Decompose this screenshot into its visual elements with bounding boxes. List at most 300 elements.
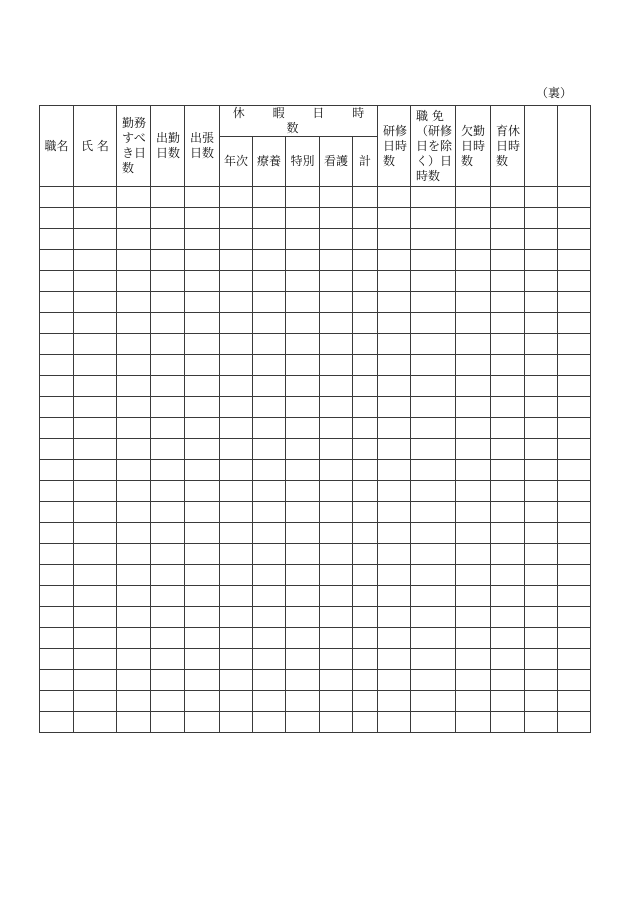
entry-cell[interactable] <box>220 229 253 250</box>
entry-cell[interactable] <box>558 460 591 481</box>
entry-cell[interactable] <box>185 187 220 208</box>
entry-cell[interactable] <box>286 313 320 334</box>
entry-cell[interactable] <box>525 691 558 712</box>
entry-cell[interactable] <box>411 397 456 418</box>
entry-cell[interactable] <box>320 439 353 460</box>
entry-cell[interactable] <box>117 271 151 292</box>
entry-cell[interactable] <box>74 502 117 523</box>
entry-cell[interactable] <box>117 187 151 208</box>
entry-cell[interactable] <box>378 523 411 544</box>
entry-cell[interactable] <box>525 607 558 628</box>
entry-cell[interactable] <box>253 271 286 292</box>
entry-cell[interactable] <box>411 250 456 271</box>
entry-cell[interactable] <box>491 292 525 313</box>
entry-cell[interactable] <box>558 271 591 292</box>
entry-cell[interactable] <box>253 565 286 586</box>
entry-cell[interactable] <box>491 502 525 523</box>
entry-cell[interactable] <box>40 439 74 460</box>
entry-cell[interactable] <box>185 670 220 691</box>
entry-cell[interactable] <box>220 502 253 523</box>
entry-cell[interactable] <box>151 334 185 355</box>
entry-cell[interactable] <box>491 523 525 544</box>
entry-cell[interactable] <box>220 565 253 586</box>
entry-cell[interactable] <box>151 208 185 229</box>
entry-cell[interactable] <box>286 229 320 250</box>
entry-cell[interactable] <box>40 355 74 376</box>
entry-cell[interactable] <box>185 628 220 649</box>
entry-cell[interactable] <box>411 229 456 250</box>
entry-cell[interactable] <box>253 460 286 481</box>
entry-cell[interactable] <box>220 670 253 691</box>
entry-cell[interactable] <box>220 691 253 712</box>
entry-cell[interactable] <box>286 460 320 481</box>
entry-cell[interactable] <box>411 565 456 586</box>
entry-cell[interactable] <box>286 502 320 523</box>
entry-cell[interactable] <box>185 271 220 292</box>
entry-cell[interactable] <box>185 439 220 460</box>
entry-cell[interactable] <box>40 712 74 733</box>
entry-cell[interactable] <box>378 229 411 250</box>
entry-cell[interactable] <box>456 187 491 208</box>
entry-cell[interactable] <box>378 418 411 439</box>
entry-cell[interactable] <box>525 292 558 313</box>
entry-cell[interactable] <box>286 376 320 397</box>
entry-cell[interactable] <box>558 355 591 376</box>
entry-cell[interactable] <box>320 565 353 586</box>
entry-cell[interactable] <box>74 670 117 691</box>
entry-cell[interactable] <box>525 439 558 460</box>
entry-cell[interactable] <box>525 271 558 292</box>
entry-cell[interactable] <box>117 607 151 628</box>
entry-cell[interactable] <box>525 418 558 439</box>
entry-cell[interactable] <box>185 649 220 670</box>
entry-cell[interactable] <box>151 712 185 733</box>
entry-cell[interactable] <box>253 418 286 439</box>
entry-cell[interactable] <box>353 271 378 292</box>
entry-cell[interactable] <box>558 670 591 691</box>
entry-cell[interactable] <box>558 334 591 355</box>
entry-cell[interactable] <box>151 376 185 397</box>
entry-cell[interactable] <box>353 334 378 355</box>
entry-cell[interactable] <box>456 502 491 523</box>
entry-cell[interactable] <box>525 523 558 544</box>
entry-cell[interactable] <box>185 586 220 607</box>
entry-cell[interactable] <box>353 439 378 460</box>
entry-cell[interactable] <box>491 187 525 208</box>
entry-cell[interactable] <box>151 649 185 670</box>
entry-cell[interactable] <box>320 187 353 208</box>
entry-cell[interactable] <box>491 208 525 229</box>
entry-cell[interactable] <box>40 313 74 334</box>
entry-cell[interactable] <box>558 565 591 586</box>
entry-cell[interactable] <box>320 313 353 334</box>
entry-cell[interactable] <box>525 565 558 586</box>
entry-cell[interactable] <box>411 334 456 355</box>
entry-cell[interactable] <box>117 586 151 607</box>
entry-cell[interactable] <box>253 376 286 397</box>
entry-cell[interactable] <box>253 544 286 565</box>
entry-cell[interactable] <box>525 397 558 418</box>
entry-cell[interactable] <box>353 523 378 544</box>
entry-cell[interactable] <box>320 355 353 376</box>
entry-cell[interactable] <box>525 355 558 376</box>
entry-cell[interactable] <box>74 460 117 481</box>
entry-cell[interactable] <box>491 376 525 397</box>
entry-cell[interactable] <box>117 313 151 334</box>
entry-cell[interactable] <box>558 439 591 460</box>
entry-cell[interactable] <box>286 712 320 733</box>
entry-cell[interactable] <box>558 691 591 712</box>
entry-cell[interactable] <box>456 481 491 502</box>
entry-cell[interactable] <box>411 313 456 334</box>
entry-cell[interactable] <box>378 628 411 649</box>
entry-cell[interactable] <box>286 271 320 292</box>
entry-cell[interactable] <box>220 607 253 628</box>
entry-cell[interactable] <box>286 523 320 544</box>
entry-cell[interactable] <box>117 691 151 712</box>
entry-cell[interactable] <box>117 439 151 460</box>
entry-cell[interactable] <box>253 292 286 313</box>
entry-cell[interactable] <box>40 607 74 628</box>
entry-cell[interactable] <box>253 691 286 712</box>
entry-cell[interactable] <box>558 376 591 397</box>
entry-cell[interactable] <box>185 691 220 712</box>
entry-cell[interactable] <box>525 586 558 607</box>
entry-cell[interactable] <box>353 481 378 502</box>
entry-cell[interactable] <box>286 334 320 355</box>
entry-cell[interactable] <box>117 481 151 502</box>
entry-cell[interactable] <box>253 670 286 691</box>
entry-cell[interactable] <box>220 481 253 502</box>
entry-cell[interactable] <box>558 607 591 628</box>
entry-cell[interactable] <box>456 355 491 376</box>
entry-cell[interactable] <box>220 628 253 649</box>
entry-cell[interactable] <box>558 229 591 250</box>
entry-cell[interactable] <box>353 187 378 208</box>
entry-cell[interactable] <box>185 250 220 271</box>
entry-cell[interactable] <box>185 712 220 733</box>
entry-cell[interactable] <box>286 208 320 229</box>
entry-cell[interactable] <box>320 502 353 523</box>
entry-cell[interactable] <box>40 376 74 397</box>
entry-cell[interactable] <box>353 691 378 712</box>
entry-cell[interactable] <box>320 418 353 439</box>
entry-cell[interactable] <box>185 292 220 313</box>
entry-cell[interactable] <box>151 187 185 208</box>
entry-cell[interactable] <box>411 607 456 628</box>
entry-cell[interactable] <box>320 523 353 544</box>
entry-cell[interactable] <box>185 208 220 229</box>
entry-cell[interactable] <box>411 712 456 733</box>
entry-cell[interactable] <box>378 691 411 712</box>
entry-cell[interactable] <box>253 355 286 376</box>
entry-cell[interactable] <box>151 313 185 334</box>
entry-cell[interactable] <box>456 313 491 334</box>
entry-cell[interactable] <box>220 376 253 397</box>
entry-cell[interactable] <box>491 565 525 586</box>
entry-cell[interactable] <box>40 481 74 502</box>
entry-cell[interactable] <box>353 670 378 691</box>
entry-cell[interactable] <box>456 271 491 292</box>
entry-cell[interactable] <box>353 229 378 250</box>
entry-cell[interactable] <box>286 439 320 460</box>
entry-cell[interactable] <box>40 397 74 418</box>
entry-cell[interactable] <box>558 187 591 208</box>
entry-cell[interactable] <box>411 523 456 544</box>
entry-cell[interactable] <box>185 397 220 418</box>
entry-cell[interactable] <box>378 271 411 292</box>
entry-cell[interactable] <box>286 481 320 502</box>
entry-cell[interactable] <box>353 397 378 418</box>
entry-cell[interactable] <box>491 628 525 649</box>
entry-cell[interactable] <box>491 397 525 418</box>
entry-cell[interactable] <box>151 502 185 523</box>
entry-cell[interactable] <box>40 586 74 607</box>
entry-cell[interactable] <box>117 208 151 229</box>
entry-cell[interactable] <box>378 544 411 565</box>
entry-cell[interactable] <box>378 397 411 418</box>
entry-cell[interactable] <box>558 313 591 334</box>
entry-cell[interactable] <box>456 607 491 628</box>
entry-cell[interactable] <box>74 229 117 250</box>
entry-cell[interactable] <box>378 187 411 208</box>
entry-cell[interactable] <box>40 229 74 250</box>
entry-cell[interactable] <box>74 250 117 271</box>
entry-cell[interactable] <box>320 250 353 271</box>
entry-cell[interactable] <box>117 502 151 523</box>
entry-cell[interactable] <box>320 376 353 397</box>
entry-cell[interactable] <box>320 229 353 250</box>
entry-cell[interactable] <box>525 544 558 565</box>
entry-cell[interactable] <box>353 418 378 439</box>
entry-cell[interactable] <box>74 397 117 418</box>
entry-cell[interactable] <box>220 334 253 355</box>
entry-cell[interactable] <box>525 229 558 250</box>
entry-cell[interactable] <box>558 292 591 313</box>
entry-cell[interactable] <box>151 229 185 250</box>
entry-cell[interactable] <box>378 250 411 271</box>
entry-cell[interactable] <box>378 355 411 376</box>
entry-cell[interactable] <box>117 628 151 649</box>
entry-cell[interactable] <box>151 292 185 313</box>
entry-cell[interactable] <box>117 292 151 313</box>
entry-cell[interactable] <box>558 523 591 544</box>
entry-cell[interactable] <box>151 544 185 565</box>
entry-cell[interactable] <box>525 250 558 271</box>
entry-cell[interactable] <box>320 334 353 355</box>
entry-cell[interactable] <box>40 628 74 649</box>
entry-cell[interactable] <box>491 544 525 565</box>
entry-cell[interactable] <box>74 418 117 439</box>
entry-cell[interactable] <box>253 334 286 355</box>
entry-cell[interactable] <box>185 544 220 565</box>
entry-cell[interactable] <box>353 586 378 607</box>
entry-cell[interactable] <box>353 649 378 670</box>
entry-cell[interactable] <box>117 418 151 439</box>
entry-cell[interactable] <box>185 523 220 544</box>
entry-cell[interactable] <box>185 355 220 376</box>
entry-cell[interactable] <box>74 628 117 649</box>
entry-cell[interactable] <box>411 355 456 376</box>
entry-cell[interactable] <box>353 502 378 523</box>
entry-cell[interactable] <box>525 460 558 481</box>
entry-cell[interactable] <box>378 712 411 733</box>
entry-cell[interactable] <box>286 418 320 439</box>
entry-cell[interactable] <box>40 502 74 523</box>
entry-cell[interactable] <box>558 544 591 565</box>
entry-cell[interactable] <box>151 565 185 586</box>
entry-cell[interactable] <box>151 628 185 649</box>
entry-cell[interactable] <box>491 481 525 502</box>
entry-cell[interactable] <box>411 418 456 439</box>
entry-cell[interactable] <box>185 460 220 481</box>
entry-cell[interactable] <box>286 565 320 586</box>
entry-cell[interactable] <box>253 649 286 670</box>
entry-cell[interactable] <box>253 250 286 271</box>
entry-cell[interactable] <box>320 628 353 649</box>
entry-cell[interactable] <box>253 628 286 649</box>
entry-cell[interactable] <box>378 439 411 460</box>
entry-cell[interactable] <box>558 397 591 418</box>
entry-cell[interactable] <box>353 250 378 271</box>
entry-cell[interactable] <box>40 187 74 208</box>
entry-cell[interactable] <box>40 565 74 586</box>
entry-cell[interactable] <box>74 292 117 313</box>
entry-cell[interactable] <box>220 649 253 670</box>
entry-cell[interactable] <box>456 460 491 481</box>
entry-cell[interactable] <box>74 691 117 712</box>
entry-cell[interactable] <box>320 712 353 733</box>
entry-cell[interactable] <box>456 523 491 544</box>
entry-cell[interactable] <box>40 691 74 712</box>
entry-cell[interactable] <box>411 460 456 481</box>
entry-cell[interactable] <box>525 376 558 397</box>
entry-cell[interactable] <box>491 670 525 691</box>
entry-cell[interactable] <box>253 502 286 523</box>
entry-cell[interactable] <box>353 565 378 586</box>
entry-cell[interactable] <box>456 418 491 439</box>
entry-cell[interactable] <box>320 271 353 292</box>
entry-cell[interactable] <box>411 271 456 292</box>
entry-cell[interactable] <box>117 460 151 481</box>
entry-cell[interactable] <box>253 187 286 208</box>
entry-cell[interactable] <box>558 208 591 229</box>
entry-cell[interactable] <box>378 607 411 628</box>
entry-cell[interactable] <box>74 208 117 229</box>
entry-cell[interactable] <box>353 607 378 628</box>
entry-cell[interactable] <box>151 607 185 628</box>
entry-cell[interactable] <box>525 481 558 502</box>
entry-cell[interactable] <box>378 292 411 313</box>
entry-cell[interactable] <box>320 397 353 418</box>
entry-cell[interactable] <box>491 313 525 334</box>
entry-cell[interactable] <box>40 670 74 691</box>
entry-cell[interactable] <box>491 271 525 292</box>
entry-cell[interactable] <box>117 334 151 355</box>
entry-cell[interactable] <box>353 208 378 229</box>
entry-cell[interactable] <box>117 523 151 544</box>
entry-cell[interactable] <box>411 376 456 397</box>
entry-cell[interactable] <box>456 229 491 250</box>
entry-cell[interactable] <box>411 586 456 607</box>
entry-cell[interactable] <box>378 481 411 502</box>
entry-cell[interactable] <box>525 313 558 334</box>
entry-cell[interactable] <box>378 502 411 523</box>
entry-cell[interactable] <box>185 334 220 355</box>
entry-cell[interactable] <box>456 334 491 355</box>
entry-cell[interactable] <box>151 460 185 481</box>
entry-cell[interactable] <box>40 292 74 313</box>
entry-cell[interactable] <box>74 544 117 565</box>
entry-cell[interactable] <box>491 355 525 376</box>
entry-cell[interactable] <box>40 460 74 481</box>
entry-cell[interactable] <box>558 649 591 670</box>
entry-cell[interactable] <box>456 397 491 418</box>
entry-cell[interactable] <box>151 271 185 292</box>
entry-cell[interactable] <box>286 397 320 418</box>
entry-cell[interactable] <box>185 376 220 397</box>
entry-cell[interactable] <box>411 292 456 313</box>
entry-cell[interactable] <box>117 649 151 670</box>
entry-cell[interactable] <box>456 670 491 691</box>
entry-cell[interactable] <box>525 670 558 691</box>
entry-cell[interactable] <box>220 397 253 418</box>
entry-cell[interactable] <box>353 544 378 565</box>
entry-cell[interactable] <box>378 376 411 397</box>
entry-cell[interactable] <box>74 439 117 460</box>
entry-cell[interactable] <box>74 565 117 586</box>
entry-cell[interactable] <box>456 649 491 670</box>
entry-cell[interactable] <box>353 460 378 481</box>
entry-cell[interactable] <box>220 271 253 292</box>
entry-cell[interactable] <box>117 670 151 691</box>
entry-cell[interactable] <box>253 607 286 628</box>
entry-cell[interactable] <box>40 271 74 292</box>
entry-cell[interactable] <box>456 439 491 460</box>
entry-cell[interactable] <box>220 250 253 271</box>
entry-cell[interactable] <box>286 670 320 691</box>
entry-cell[interactable] <box>378 586 411 607</box>
entry-cell[interactable] <box>525 649 558 670</box>
entry-cell[interactable] <box>320 607 353 628</box>
entry-cell[interactable] <box>491 712 525 733</box>
entry-cell[interactable] <box>320 649 353 670</box>
entry-cell[interactable] <box>220 355 253 376</box>
entry-cell[interactable] <box>491 586 525 607</box>
entry-cell[interactable] <box>491 418 525 439</box>
entry-cell[interactable] <box>525 208 558 229</box>
entry-cell[interactable] <box>411 439 456 460</box>
entry-cell[interactable] <box>558 418 591 439</box>
entry-cell[interactable] <box>117 355 151 376</box>
entry-cell[interactable] <box>40 544 74 565</box>
entry-cell[interactable] <box>320 670 353 691</box>
entry-cell[interactable] <box>411 481 456 502</box>
entry-cell[interactable] <box>220 418 253 439</box>
entry-cell[interactable] <box>353 355 378 376</box>
entry-cell[interactable] <box>456 628 491 649</box>
entry-cell[interactable] <box>491 334 525 355</box>
entry-cell[interactable] <box>286 292 320 313</box>
entry-cell[interactable] <box>185 418 220 439</box>
entry-cell[interactable] <box>220 313 253 334</box>
entry-cell[interactable] <box>525 712 558 733</box>
entry-cell[interactable] <box>74 355 117 376</box>
entry-cell[interactable] <box>286 691 320 712</box>
entry-cell[interactable] <box>185 313 220 334</box>
entry-cell[interactable] <box>40 649 74 670</box>
entry-cell[interactable] <box>74 334 117 355</box>
